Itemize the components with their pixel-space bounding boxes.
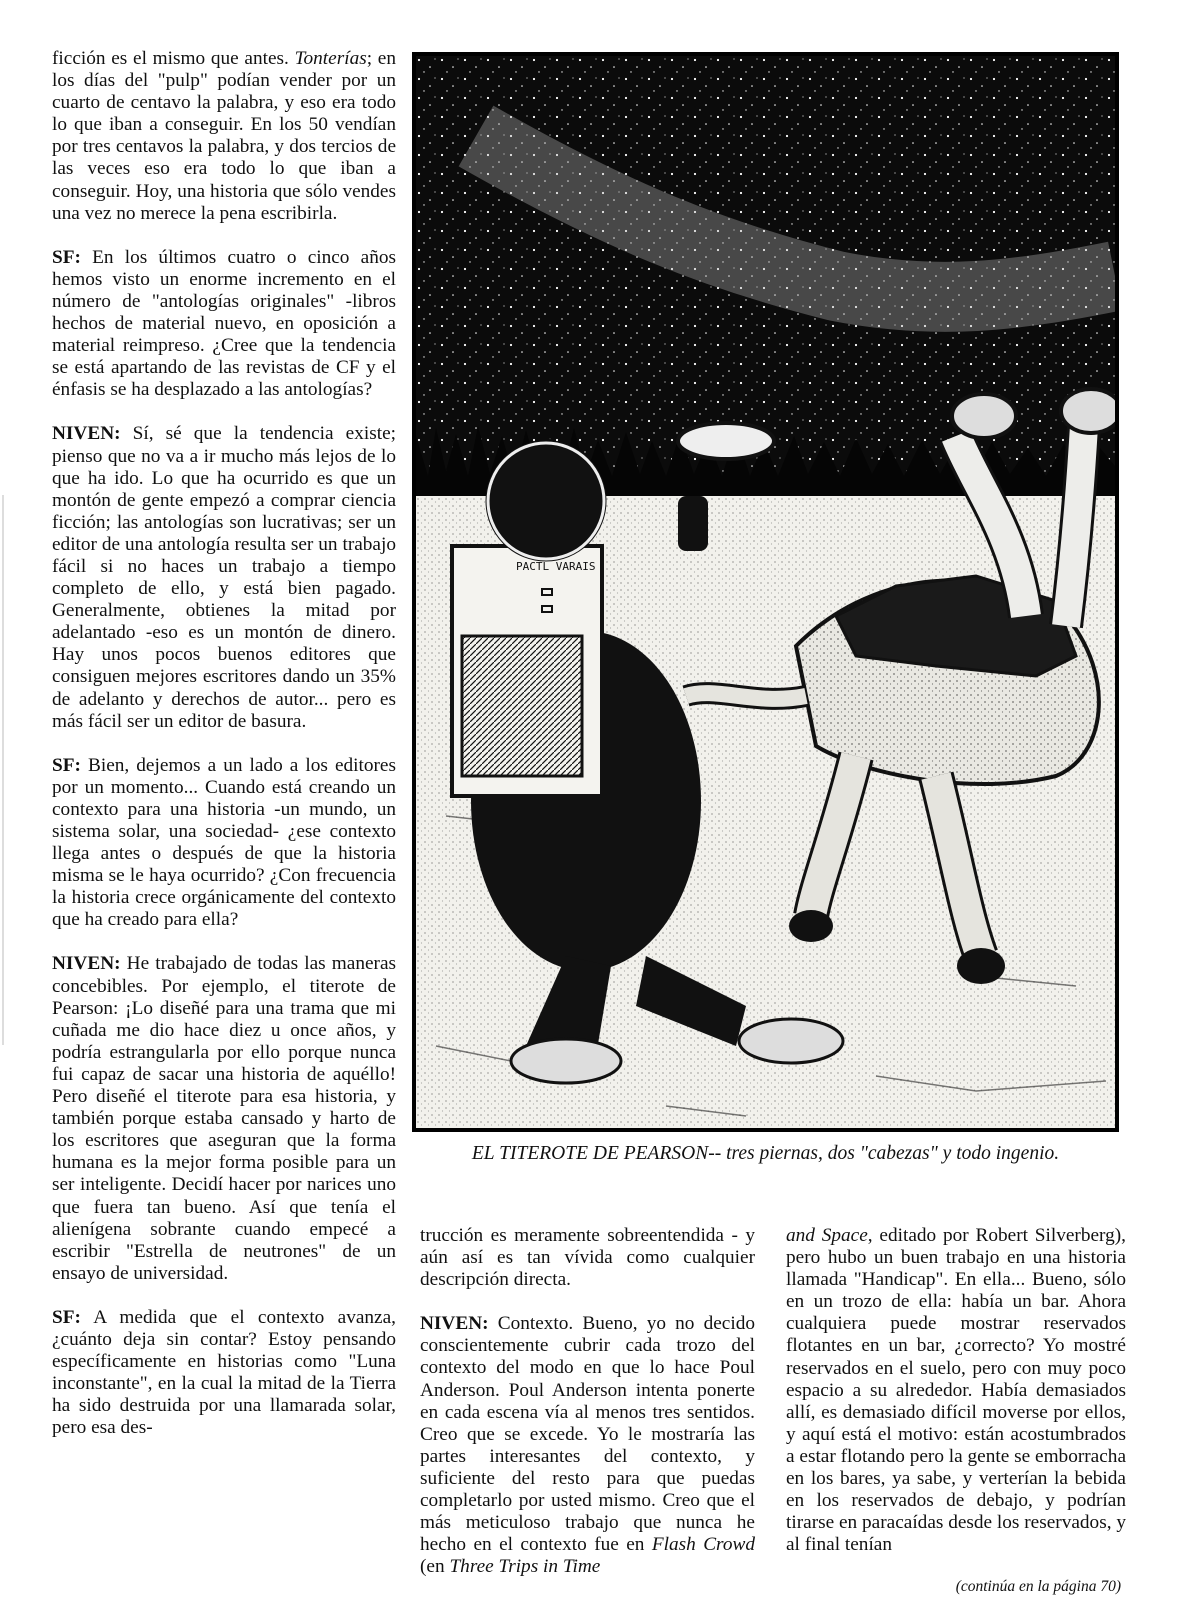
paragraph-text: A medida que el contexto avanza, ¿cuánto deja sin contar? Estoy pensando específicamente en historias como "Luna inconstante", en la cual la mitad de la Tierra ha sido destruida por una llamarada solar, pero esa des- bbox=[52, 1306, 396, 1439]
text-column-right bbox=[786, 1225, 1126, 1556]
illustration-caption: EL TITEROTE DE PEARSON-- tres piernas, dos "cabezas" y todo ingenio. bbox=[471, 1143, 1060, 1164]
italic-text: Tonterías bbox=[294, 48, 367, 69]
speaker-label: NIVEN: bbox=[52, 423, 121, 445]
paragraph-text: He trabajado de todas las maneras concebibles. Por ejemplo, el titerote de Pearson: ¡Lo diseñé para una trama que mi cuñada me dio hace diez u once años, y podría estrangularla por ello porque nunca fui capaz de sacar una historia de aquéllo! Pero diseñé el titerote para esa historia, y también porque estaba cansado y harto de los escritores que aseguran que la forma humana es la mejor forma posible para un ser inteligente. Decidí hacer por narices uno que fuera tan bueno. Así que tenía el alienígena sobrante cuando empecé a escribir "Estrella de neutrones" de un ensayo de universidad. bbox=[52, 953, 396, 1284]
scan-edge bbox=[2, 495, 4, 1045]
italic-text: and Space bbox=[786, 1225, 868, 1246]
paragraph-text: Sí, sé que la tendencia existe; pienso que no va a ir mucho más lejos de lo que ha ido. Lo que ha ocurrido es que un montón de gente empezó a comprar ciencia ficción; las antologías son lucrativas; ser un editor de una antología resulta ser un trabajo fácil si no haces un trabajo a tiempo completo de ello, y está bien pagado. Generalmente, obtienes la mitad por adelantado -eso es un montón de dinero. Hay unos pocos buenos editores que consiguen mejores escritores dando un 35% de adelanto y derechos de autor... pero es más fácil ser un editor de basura. bbox=[52, 423, 396, 732]
speaker-label: NIVEN: bbox=[52, 953, 121, 975]
paragraph-text: trucción es meramente sobreentendida - y aún así es tan vívida como cualquier descripción directa. bbox=[420, 1225, 755, 1291]
paragraph bbox=[52, 953, 396, 1284]
paragraph-text: Contexto. Bueno, yo no decido conscientemente cubrir cada trozo del contexto del modo en que lo hace Poul Anderson. Poul Anderson intenta ponerte en cada escena vía al menos tres sentidos. Creo que se excede. Yo le mostraría las partes interesantes del contexto, y suficiente del resto para que puedas completarlo por usted mismo. Creo que el más meticuloso trabajo que nunca he hecho en el contexto fue en bbox=[420, 1313, 755, 1556]
alien-head bbox=[1061, 389, 1115, 433]
paragraph-text: ficción es el mismo que antes. bbox=[52, 48, 295, 69]
paragraph-text: (en bbox=[420, 1556, 450, 1578]
text-column-middle bbox=[420, 1225, 755, 1578]
speaker-label: NIVEN: bbox=[420, 1313, 489, 1335]
continuation-note: (continúa en la página 70) bbox=[955, 1578, 1121, 1595]
paragraph-text: , editado por Robert Silverberg), pero hubo un buen trabajo en una historia llamada "Handicap". En ella... Bueno, sólo en un trozo de ella: había un bar. Ahora cualquiera puede mostrar reservados flotantes en un bar, ¿correcto? Yo mostré reservados en el suelo, pero con muy poco espacio a su alrededor. Había demasiados allí, es demasiado difícil moverse por ellos, y aquí está el motivo: están acostumbrados a estar flotando pero la gente se emborracha en los bares, ya sabe, y verterían la bebida en los reservados de debajo, y podrían tirarse en paracaídas desde los reservados, y al final tenían bbox=[786, 1225, 1126, 1556]
speaker-label: SF: bbox=[52, 246, 81, 268]
paragraph bbox=[52, 247, 396, 402]
paragraph bbox=[52, 1307, 396, 1440]
paragraph bbox=[786, 1225, 1126, 1556]
alien-head bbox=[952, 394, 1016, 438]
paragraph-text: En los últimos cuatro o cinco años hemos visto un enorme incremento en el número de "antologías originales" -libros hechos de material nuevo, en oposición a material reimpreso. ¿Cree que la tendencia se está apartando de las revistas de CF y el énfasis se ha desplazado a las antologías? bbox=[52, 246, 396, 401]
paragraph bbox=[420, 1313, 755, 1578]
paragraph-text: Bien, dejemos a un lado a los editores por un momento... Cuando está creando un contexto para una historia -un mundo, un sistema solar, una sociedad- ¿ese contexto llega antes o después de que la historia misma se le haya ocurrido? ¿Con frecuencia la historia crece orgánicamente del contexto que ha creado para ella? bbox=[52, 754, 396, 931]
paragraph bbox=[52, 423, 396, 732]
italic-text: Flash Crowd bbox=[651, 1534, 755, 1556]
paragraph bbox=[52, 48, 396, 225]
illustration-drawing bbox=[416, 56, 1115, 1128]
italic-text: Three Trips in Time bbox=[449, 1556, 601, 1578]
held-object bbox=[678, 423, 774, 459]
paragraph bbox=[420, 1225, 755, 1291]
speaker-label: SF: bbox=[52, 1306, 81, 1328]
paragraph bbox=[52, 755, 396, 932]
text-column-left bbox=[52, 48, 396, 1439]
paragraph-text: ; en los días del "pulp" podían vender por un cuarto de centavo la palabra, y eso era todo lo que iban a conseguir. En los 50 vendían por tres centavos la palabra, y dos tercios de las veces eso era todo lo que iban a conseguir. Hoy, una historia que sólo vendes una vez no merece la pena escribirla. bbox=[52, 48, 396, 224]
backpack-label: PACTL VARAIS bbox=[516, 560, 596, 573]
speaker-label: SF: bbox=[52, 754, 81, 776]
illustration bbox=[412, 52, 1119, 1132]
